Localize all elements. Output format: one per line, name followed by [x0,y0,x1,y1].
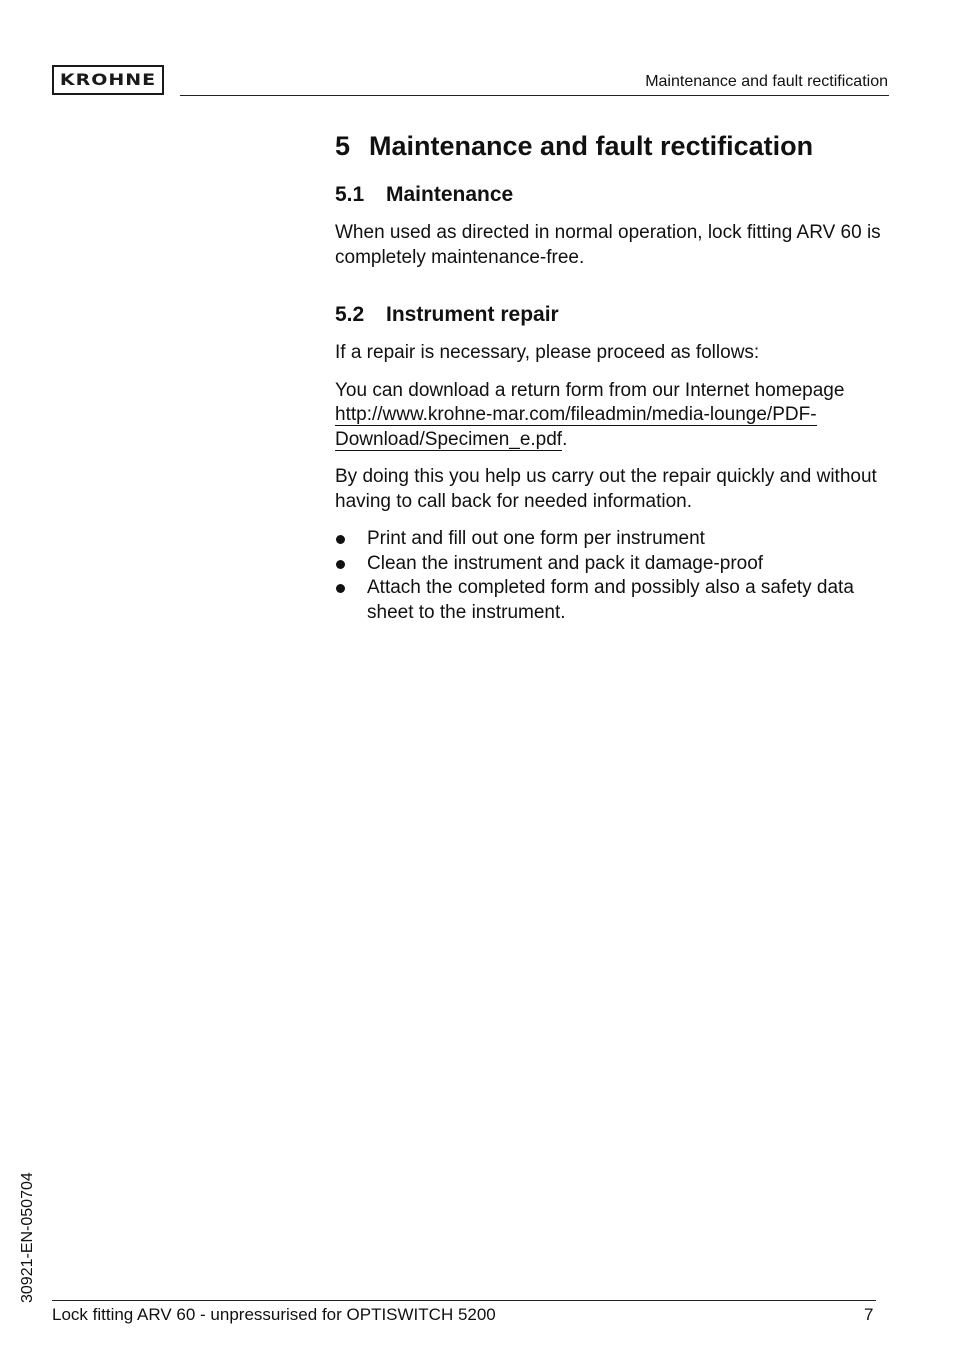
help-paragraph: By doing this you help us carry out the repair quickly and without having to call back for needed information. [335,466,877,512]
chapter-title-text: Maintenance and fault rectification [369,131,814,161]
footer-text: Lock fitting ARV 60 - unpressurised for OPTISWITCH 5200 [52,1305,496,1324]
return-form-link-part1[interactable]: http://www.krohne-mar.com/fileadmin/media-lounge/PDF- [335,404,817,425]
document-code: 30921-EN-050704 [19,1172,36,1303]
list-item-text: Print and fill out one form per instrument [367,528,705,549]
logo-text: KROHNE [59,70,157,90]
bullet-icon [335,552,367,577]
section-title-instrument-repair [335,300,891,330]
link-suffix: . [562,428,568,450]
section-number: 5.1 [335,183,365,206]
chapter-title [335,126,891,166]
repair-intro-paragraph: If a repair is necessary, please proceed as follows: [335,342,760,363]
section-title-maintenance [335,180,891,210]
header-divider [180,95,889,96]
return-form-link-part2[interactable]: Download/Specimen_e.pdf [335,428,563,450]
section-title-text: Instrument repair [386,303,559,326]
list-item-text: Attach the completed form and possibly also a safety data sheet to the instrument. [367,577,854,623]
repair-steps-list [335,527,891,625]
list-item-text: Clean the instrument and pack it damage-proof [367,552,764,574]
list-item [335,552,891,577]
maintenance-paragraph: When used as directed in normal operation, lock fitting ARV 60 is completely maintenance-free. [335,222,881,268]
list-item [335,576,891,625]
bullet-icon [335,576,367,625]
page-number: 7 [864,1305,874,1324]
krohne-logo [52,65,164,95]
main-content [335,126,891,625]
download-paragraph [335,379,891,453]
bullet-icon [335,527,367,552]
section-number: 5.2 [335,303,365,326]
chapter-number: 5 [335,131,351,161]
footer-divider [52,1300,876,1301]
download-text: You can download a return form from our Internet homepage [335,379,845,401]
section-title-text: Maintenance [386,183,514,206]
list-item [335,527,891,552]
running-header-title: Maintenance and fault rectification [645,73,888,90]
